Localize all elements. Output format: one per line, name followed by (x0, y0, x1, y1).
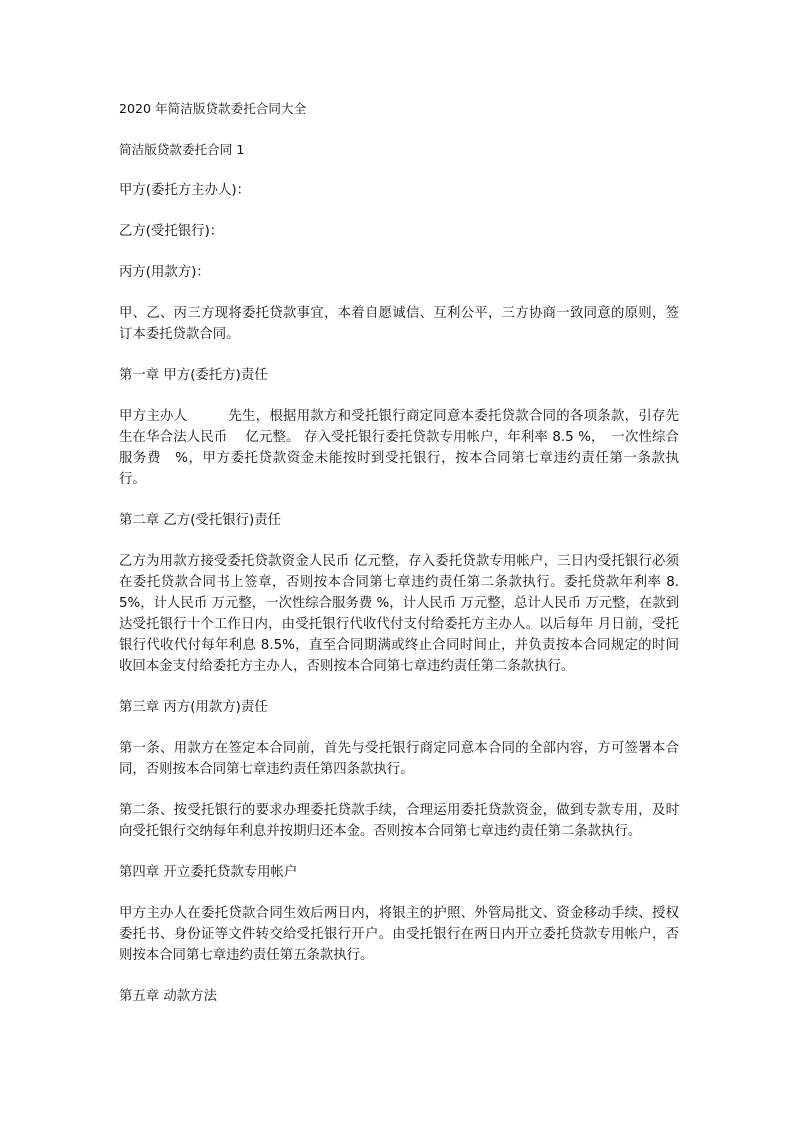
document-subtitle: 简洁版贷款委托合同 1 (119, 142, 245, 157)
chapter-3-article-2: 第二条、按受托银行的要求办理委托贷款手续，合理运用委托贷款资金，做到专款专用，及时向受托银行交纳每年利息并按期归还本金。否则按本合同第七章违约责任第二条款执行。 (119, 803, 679, 839)
party-c-line: 丙方(用款方)： (119, 265, 210, 280)
chapter-5-heading: 第五章 动款方法 (119, 989, 217, 1004)
chapter-4-body: 甲方主办人在委托贷款合同生效后两日内，将银主的护照、外管局批文、资金移动手续、授权委托书、身份证等文件转交给受托银行开户。由受托银行在两日内开立委托贷款专用帐户，否则按本合同第七章违约责任第五条款执行。 (119, 906, 679, 963)
intro-paragraph: 甲、乙、丙三方现将委托贷款事宜，本着自愿诚信、互利公平，三方协商一致同意的原则，签订本委托贷款合同。 (119, 306, 679, 342)
document-title: 2020 年简洁版贷款委托合同大全 (119, 101, 307, 116)
chapter-4-heading: 第四章 开立委托贷款专用帐户 (119, 865, 298, 880)
chapter-3-heading: 第三章 丙方(用款方)责任 (119, 700, 268, 715)
chapter-2-heading: 第二章 乙方(受托银行)责任 (119, 513, 282, 528)
document-page (119, 98, 679, 1027)
party-b-line: 乙方(受托银行)： (119, 224, 224, 239)
chapter-2-body: 乙方为用款方接受委托贷款资金人民币 亿元整，存入委托贷款专用帐户，三日内受托银行必须在委托贷款合同书上签章，否则按本合同第七章违约责任第二条款执行。委托贷款年利率 8.5%，计人民币 万元整，一次性综合服务费 %，计人民币 万元整，总计人民币 万元整，在款到达受托银行十个工作日内，由受托银行代收代付支付给委托方主办人。以后每年 月日前，受托银行代收代付每年利息 8.5%，直至合同期满或终止合同时间止，并负责按本合同规定的时间收回本金支付给委托方主办人，否则按本合同第七章违约责任第二条款执行。 (119, 554, 679, 674)
chapter-1-heading: 第一章 甲方(委托方)责任 (119, 368, 268, 383)
chapter-3-article-1: 第一条、用款方在签定本合同前，首先与受托银行商定同意本合同的全部内容，方可签署本合同，否则按本合同第七章违约责任第四条款执行。 (119, 741, 679, 777)
party-a-line: 甲方(委托方主办人)： (119, 183, 250, 198)
chapter-1-body: 甲方主办人 先生，根据用款方和受托银行商定同意本委托贷款合同的各项条款，引存先生在华合法人民币 亿元整。 存入受托银行委托贷款专用帐户，年利率 8.5 %， 一次性综合服务费 %，甲方委托贷款资金未能按时到受托银行，按本合同第七章违约责任第一条款执行。 (119, 409, 679, 487)
